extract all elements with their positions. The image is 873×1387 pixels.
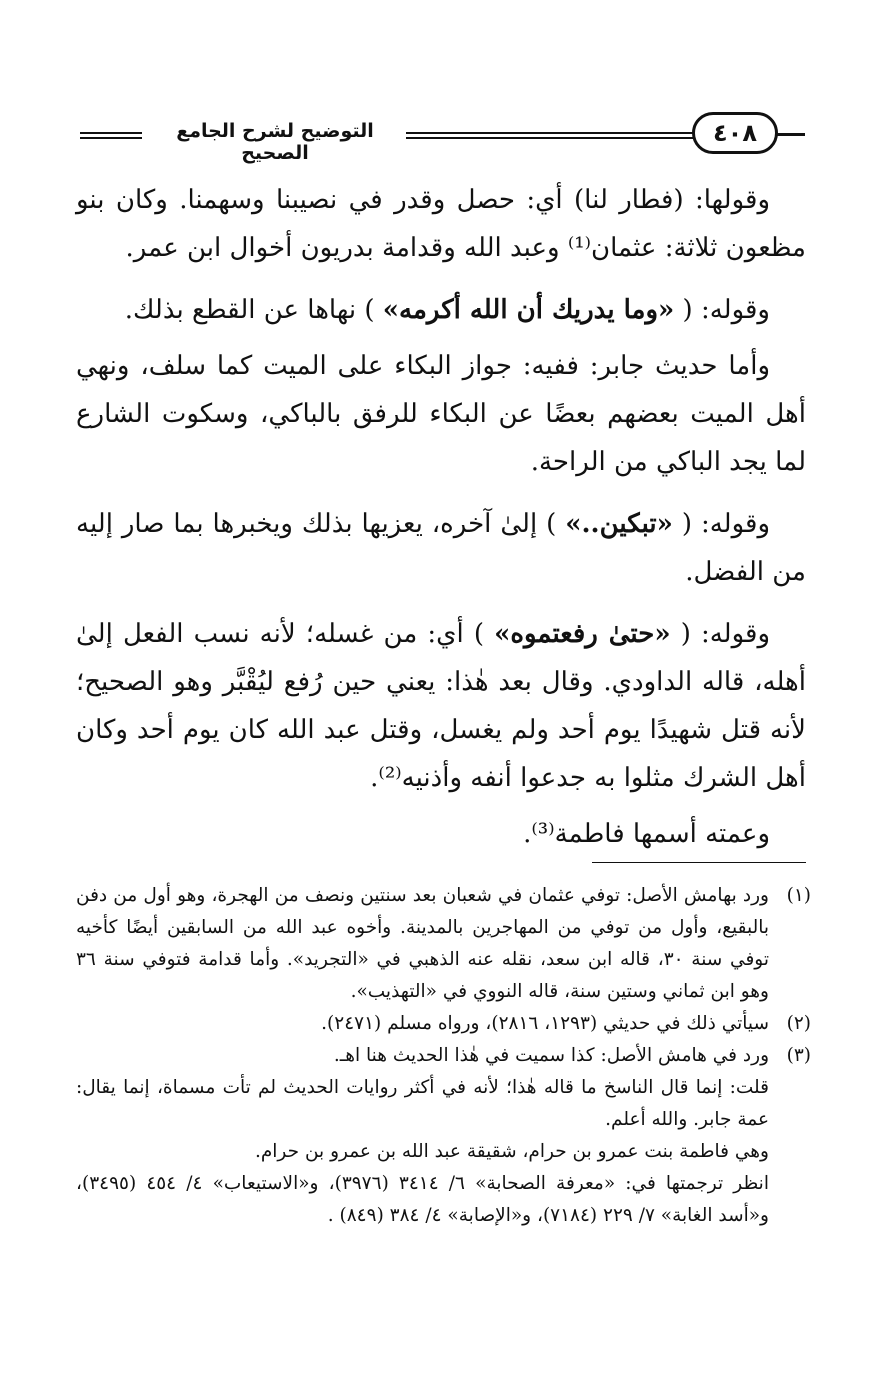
paragraph-2 <box>76 286 806 334</box>
paragraph-4-prefix: وقوله: ( <box>681 509 771 539</box>
footnote-body <box>76 880 769 1008</box>
footnote-3 <box>76 1040 811 1232</box>
footnote-body <box>76 1008 769 1040</box>
paragraph-5 <box>76 610 806 802</box>
footnote-line: قلت: إنما قال الناسخ ما قاله هٰذا؛ لأنه في أكثر روايات الحديث لم تأت مسماة، إنما يقال: عمة جابر. والله أعلم. <box>76 1077 769 1130</box>
footnote-body <box>76 1040 769 1232</box>
footnote-line: ورد في هامش الأصل: كذا سميت في هٰذا الحديث هنا اهـ. <box>333 1045 769 1066</box>
footnote-line: ورد بهامش الأصل: توفي عثمان في شعبان بعد سنتين ونصف من الهجرة، وهو أول من دفن بالبقيع، وأول من توفي من المهاجرين بالمدينة. وأخوه عبد الله من السابقين أيضًا كأخيه توفي سنة ٣٠، قاله ابن سعد، نقله عنه الذهبي في «التجريد». وأما قدامة فتوفي سنة ٣٦ وهو ابن ثماني وستين سنة، قاله النووي في «التهذيب». <box>76 885 770 1002</box>
header-rule-left <box>80 132 142 139</box>
paragraph-5-quote: «حتىٰ رفعتموه» <box>494 619 671 649</box>
paragraph-5-suffix: ) أي: من غسله؛ لأنه نسب الفعل إلىٰ أهله، قاله الداودي. وقال بعد هٰذا: يعني حين رُفع ليُقْبَّر وهو الصحيح؛ لأنه قتل شهيدًا يوم أحد ولم يغسل، وقتل عبد الله كان يوم أحد وكان أهل الشرك مثلوا به جدعوا أنفه وأذنيه⁽²⁾. <box>76 619 806 793</box>
paragraph-6: وعمته أسمها فاطمة⁽³⁾. <box>523 819 770 849</box>
footnote-separator <box>592 862 806 863</box>
footnote-number: (١) <box>786 885 811 906</box>
paragraph-2-suffix: ) نهاها عن القطع بذلك. <box>124 295 375 325</box>
paragraph-1: وقولها: (فطار لنا) أي: حصل وقدر في نصيبنا وسهمنا. وكان بنو مظعون ثلاثة: عثمان⁽¹⁾ وعبد الله وقدامة بدريون أخوال ابن عمر. <box>76 185 806 263</box>
footnotes <box>76 880 811 1232</box>
footnote-2 <box>76 1008 811 1040</box>
footnote-line: وهي فاطمة بنت عمرو بن حرام، شقيقة عبد الله بن عمرو بن حرام. <box>254 1141 769 1162</box>
footnote-number: (٣) <box>786 1045 811 1066</box>
page-header <box>80 112 805 162</box>
main-text <box>76 176 806 872</box>
book-title: التوضيح لشرح الجامع الصحيح <box>176 120 374 164</box>
page-number: ٤٠٨ <box>692 112 778 154</box>
footnote-line: سيأتي ذلك في حديثي (١٢٩٣، ٢٨١٦)، ورواه مسلم (٢٤٧١). <box>321 1013 769 1034</box>
paragraph-4-suffix: ) إلىٰ آخره، يعزيها بذلك ويخبرها بما صار إليه من الفضل. <box>76 509 806 587</box>
paragraph-4 <box>76 500 806 596</box>
header-rule-right <box>776 133 805 136</box>
footnote-number: (٢) <box>786 1013 811 1034</box>
footnote-line: انظر ترجمتها في: «معرفة الصحابة» ٦/ ٣٤١٤ (٣٩٧٦)، و«الاستيعاب» ٤/ ٤٥٤ (٣٤٩٥)، و«أسد الغابة» ٧/ ٢٢٩ (٧١٨٤)، و«الإصابة» ٤/ ٣٨٤ (٨٤٩) . <box>76 1173 769 1226</box>
footnote-1 <box>76 880 811 1008</box>
paragraph-4-quote: «تبكين..» <box>565 509 673 539</box>
paragraph-3: وأما حديث جابر: ففيه: جواز البكاء على الميت كما سلف، ونهي أهل الميت بعضهم بعضًا عن البكاء للرفق بالباكي، وسكوت الشارع لما يجد الباكي من الراحة. <box>76 351 806 477</box>
paragraph-2-prefix: وقوله: ( <box>682 295 770 325</box>
paragraph-2-quote: «وما يدريك أن الله أكرمه» <box>382 295 675 325</box>
paragraph-5-prefix: وقوله: ( <box>680 619 771 649</box>
